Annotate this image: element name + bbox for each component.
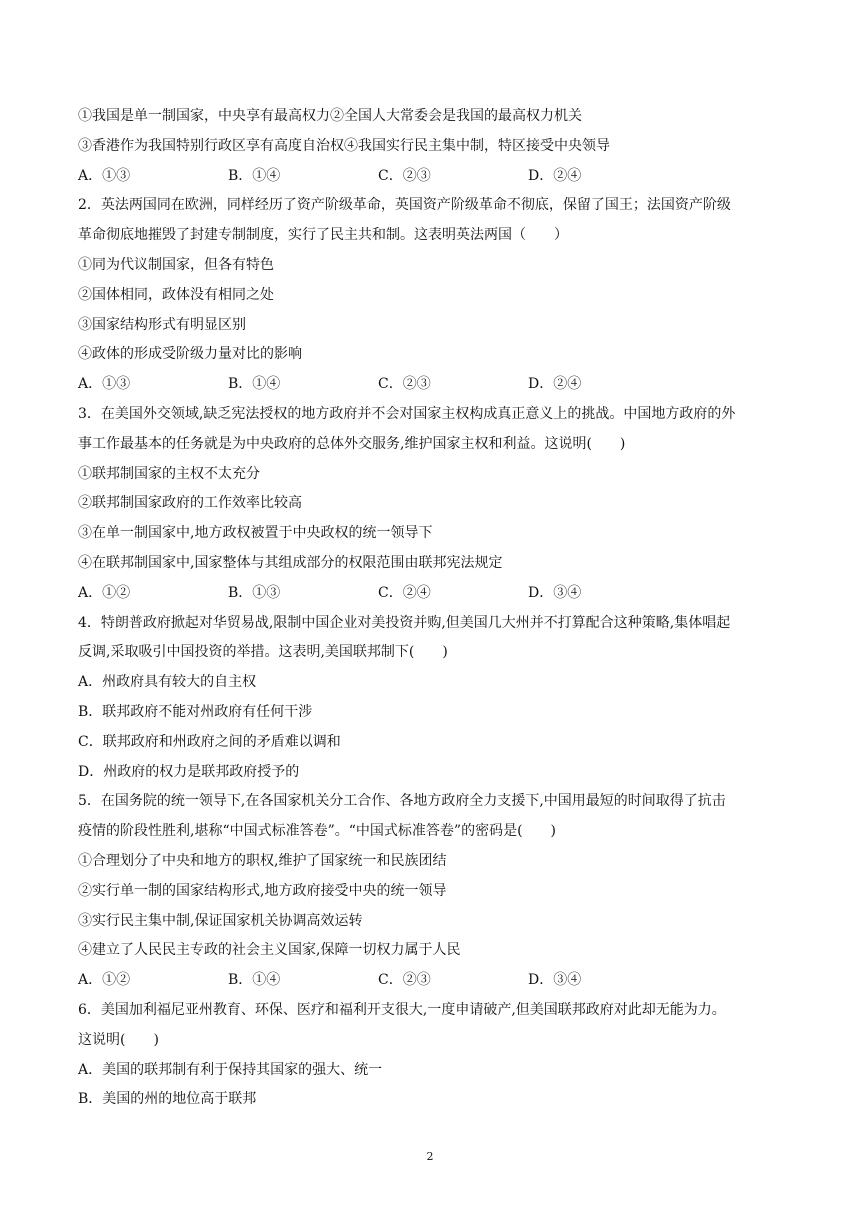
page-number: 2 <box>426 1150 434 1163</box>
text-line: ③在单一制国家中,地方政权被置于中央政权的统一领导下 <box>78 525 433 542</box>
answer-options-row <box>78 162 788 192</box>
answer-option: A．①② <box>78 584 131 601</box>
answer-option: B．①③ <box>228 584 281 601</box>
answer-options-row <box>78 966 788 996</box>
answer-options-row <box>78 370 788 400</box>
text-line: 事工作最基本的任务就是为中央政府的总体外交服务,维护国家主权和利益。这说明( ) <box>78 435 626 452</box>
text-line: ①同为代议制国家，但各有特色 <box>78 256 274 273</box>
answer-option: C．②④ <box>378 584 431 601</box>
answer-options-row <box>78 579 788 609</box>
text-line: 5．在国务院的统一领导下,在各国家机关分工合作、各地方政府全力支援下,中国用最短的时间取得了抗击 <box>78 793 726 810</box>
answer-option: D．②④ <box>528 376 582 393</box>
text-line: 革命彻底地摧毁了封建专制制度，实行了民主共和制。这表明英法两国（ ） <box>78 227 568 244</box>
text-line: ④政体的形成受阶级力量对比的影响 <box>78 346 302 363</box>
answer-option: B．①④ <box>228 972 281 989</box>
text-line: D．州政府的权力是联邦政府授予的 <box>78 763 300 780</box>
text-line: ④建立了人民民主专政的社会主义国家,保障一切权力属于人民 <box>78 942 461 959</box>
text-line: 6．美国加利福尼亚州教育、环保、医疗和福利开支很大,一度申请破产,但美国联邦政府对此却无能为力。 <box>78 1001 726 1018</box>
text-line: ②实行单一制的国家结构形式,地方政府接受中央的统一领导 <box>78 882 447 899</box>
text-line: B．联邦政府不能对州政府有任何干涉 <box>78 703 313 720</box>
answer-option: D．③④ <box>528 584 582 601</box>
text-line: ④在联邦制国家中,国家整体与其组成部分的权限范围由联邦宪法规定 <box>78 554 503 571</box>
text-line: A．美国的联邦制有利于保持其国家的强大、统一 <box>78 1061 383 1078</box>
text-line: B．美国的州的地位高于联邦 <box>78 1091 257 1108</box>
text-line: ②联邦制国家政府的工作效率比较高 <box>78 495 302 512</box>
answer-option: C．②③ <box>378 972 431 989</box>
text-line: 2．英法两国同在欧洲，同样经历了资产阶级革命，英国资产阶级革命不彻底，保留了国王；法国资产阶级 <box>78 197 731 214</box>
answer-option: C．②③ <box>378 167 431 184</box>
text-line: ①联邦制国家的主权不太充分 <box>78 465 260 482</box>
text-line: 反调,采取吸引中国投资的举措。这表明,美国联邦制下( ) <box>78 644 448 661</box>
answer-option: B．①④ <box>228 167 281 184</box>
text-line: 3．在美国外交领域,缺乏宪法授权的地方政府并不会对国家主权构成真正意义上的挑战。中国地方政府的外 <box>78 405 736 422</box>
text-line: ②国体相同，政体没有相同之处 <box>78 286 274 303</box>
text-line: ③实行民主集中制,保证国家机关协调高效运转 <box>78 912 363 929</box>
answer-option: D．②④ <box>528 167 582 184</box>
text-line: ①合理划分了中央和地方的职权,维护了国家统一和民族团结 <box>78 852 447 869</box>
answer-option: B．①④ <box>228 376 281 393</box>
answer-option: C．②③ <box>378 376 431 393</box>
text-line: 疫情的阶段性胜利,堪称“中国式标准答卷”。“中国式标准答卷”的密码是( ) <box>78 823 557 840</box>
answer-option: A．①③ <box>78 376 131 393</box>
text-line: ③香港作为我国特别行政区享有高度自治权④我国实行民主集中制，特区接受中央领导 <box>78 137 610 154</box>
text-line: C．联邦政府和州政府之间的矛盾难以调和 <box>78 733 341 750</box>
text-line: 这说明( ) <box>78 1031 159 1048</box>
answer-option: A．①③ <box>78 167 131 184</box>
answer-option: D．③④ <box>528 972 582 989</box>
question-content <box>78 102 788 1115</box>
text-line: ③国家结构形式有明显区别 <box>78 316 246 333</box>
answer-option: A．①② <box>78 972 131 989</box>
text-line: ①我国是单一制国家，中央享有最高权力②全国人大常委会是我国的最高权力机关 <box>78 108 582 124</box>
text-line: 4．特朗普政府掀起对华贸易战,限制中国企业对美投资并购,但美国几大州并不打算配合这种策略,集体唱起 <box>78 614 731 631</box>
text-line: A．州政府具有较大的自主权 <box>78 674 257 691</box>
